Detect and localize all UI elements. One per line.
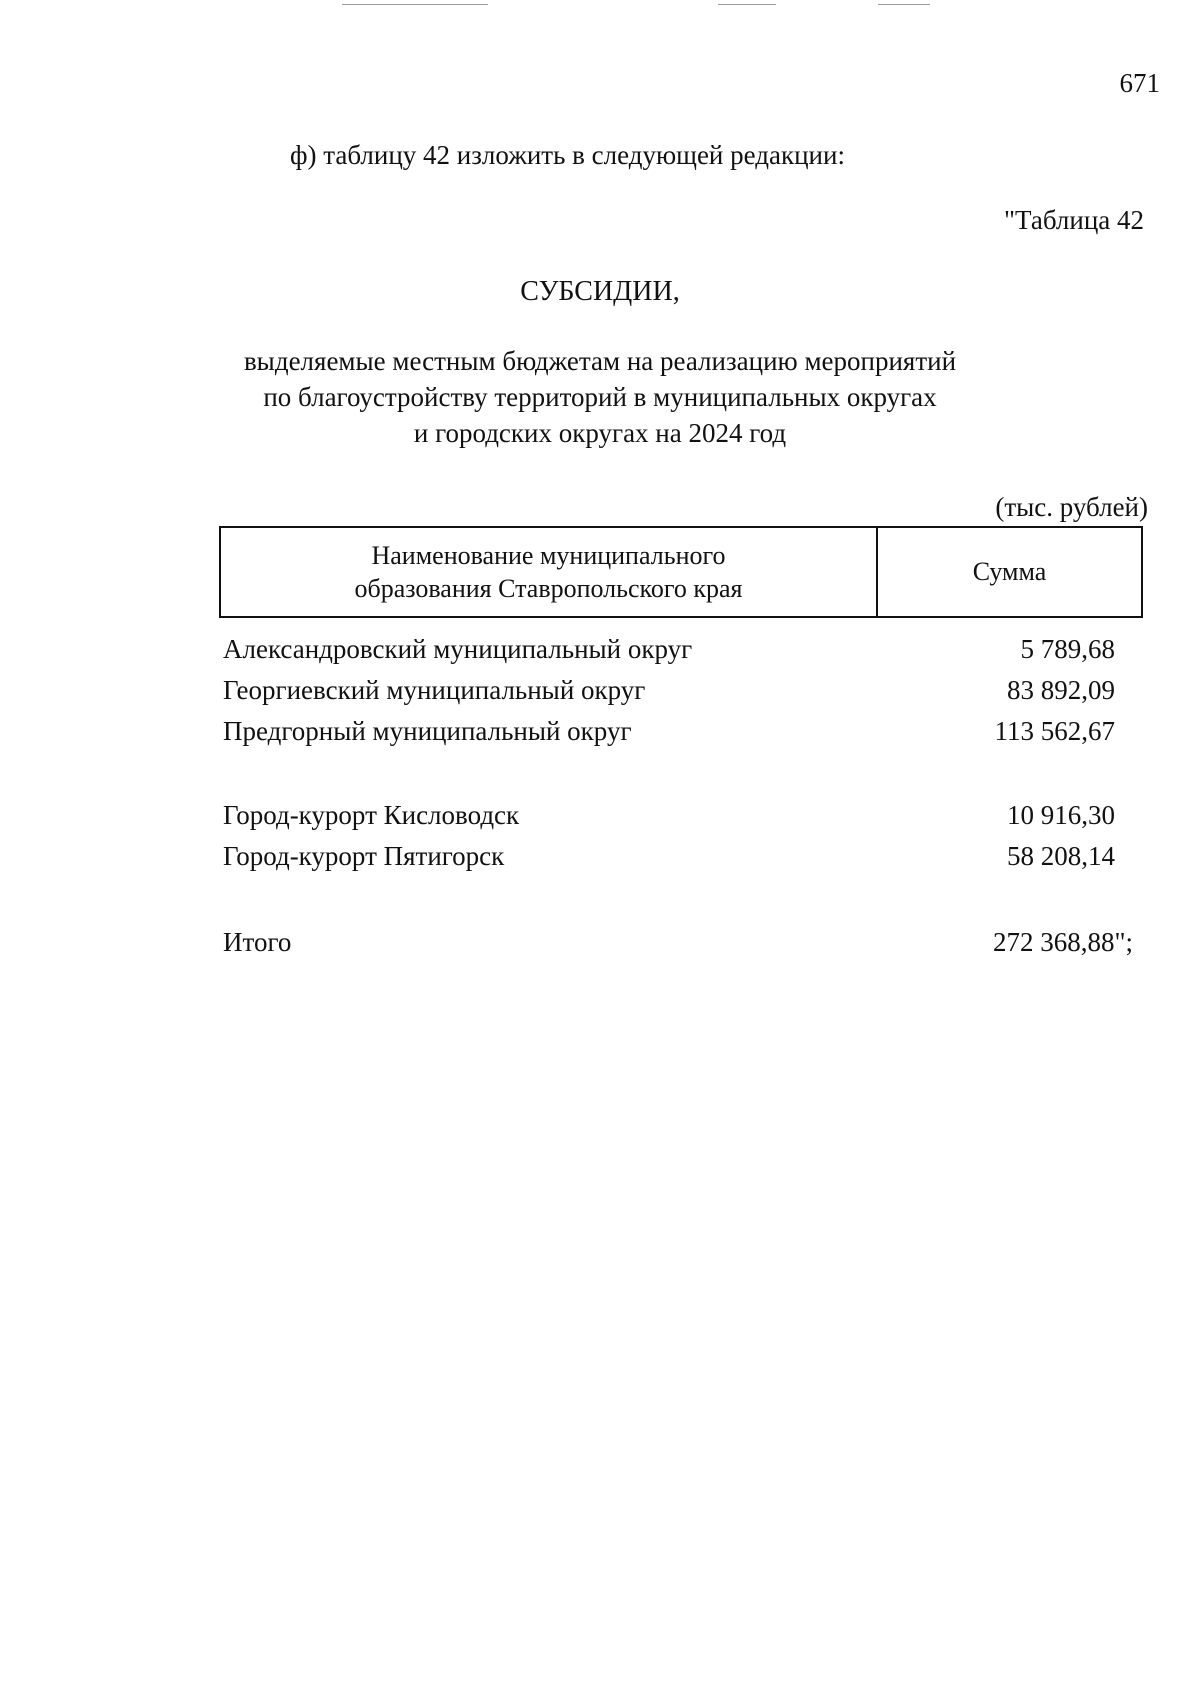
total-label: Итого: [223, 927, 292, 957]
scan-artifact-line: [878, 4, 930, 5]
table-row: [223, 800, 1115, 836]
table-reference: "Таблица 42: [1004, 205, 1144, 235]
row-name: Город-курорт Пятигорск: [223, 841, 505, 871]
row-value: 58 208,14: [1007, 841, 1115, 871]
table-row: [223, 634, 1115, 670]
header-sum-column: Сумма: [972, 557, 1047, 586]
header-name-line: Наименование муниципального: [371, 541, 726, 570]
intro-text: ф) таблицу 42 изложить в следующей редакции:: [290, 140, 845, 170]
subtitle-line: и городских округах на 2024 год: [413, 418, 787, 448]
table-total-row: [223, 927, 1133, 963]
page-number: 671: [1119, 68, 1160, 98]
row-value: 5 789,68: [1020, 634, 1115, 664]
subtitle-line: по благоустройству территорий в муниципальных округах: [263, 382, 937, 412]
row-name: Александровский муниципальный округ: [223, 634, 693, 664]
header-name-line: образования Ставропольского края: [354, 574, 743, 603]
document-title: СУБСИДИИ,: [520, 276, 680, 307]
table-header: [219, 526, 1143, 618]
table-row: [223, 716, 1115, 752]
scan-artifact-line: [342, 4, 488, 5]
document-subtitle: [0, 343, 1200, 451]
table-row: [223, 675, 1115, 711]
scan-artifact-line: [718, 4, 776, 5]
header-name-column: [221, 528, 878, 616]
total-value: 272 368,88";: [992, 927, 1133, 957]
row-value: 113 562,67: [994, 716, 1115, 746]
row-name: Город-курорт Кисловодск: [223, 800, 520, 830]
subtitle-line: выделяемые местным бюджетам на реализацию мероприятий: [243, 346, 957, 376]
row-name: Предгорный муниципальный округ: [223, 716, 632, 746]
row-value: 10 916,30: [1007, 800, 1115, 830]
units-label: (тыс. рублей): [995, 492, 1148, 522]
table-row: [223, 841, 1115, 877]
row-name: Георгиевский муниципальный округ: [223, 675, 646, 705]
row-value: 83 892,09: [1007, 675, 1115, 705]
